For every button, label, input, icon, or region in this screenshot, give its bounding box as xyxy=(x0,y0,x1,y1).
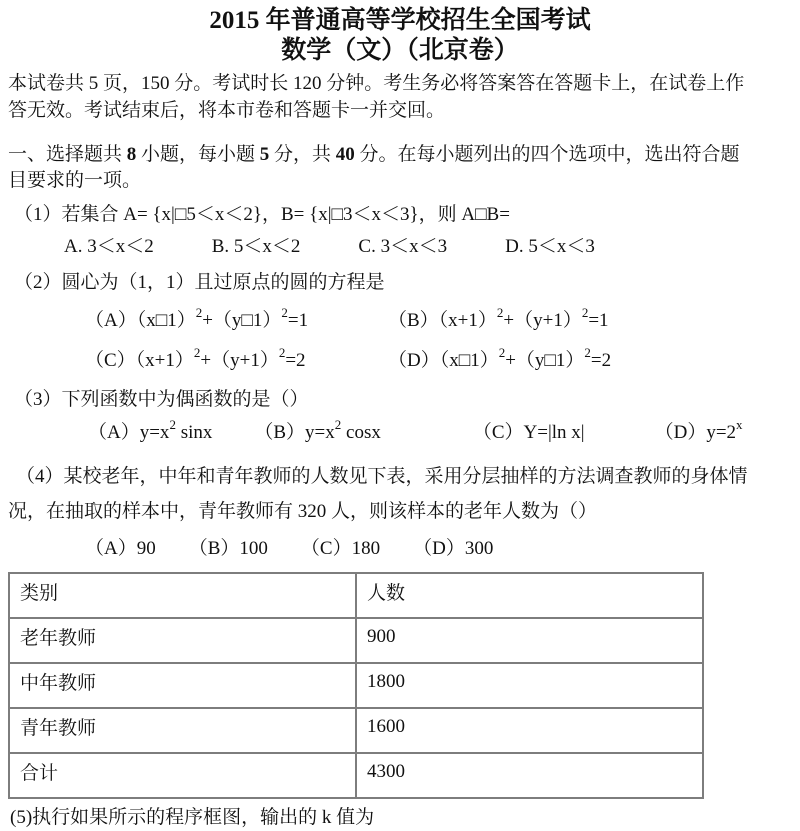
heading-line-2: 目要求的一项。 xyxy=(8,170,142,191)
q3-option-d: $(D)y=2^x$ xyxy=(654,416,743,443)
table-cell-category: 合计 xyxy=(9,753,356,798)
question-3-stem: （3）下列函数中为偶函数的是（） xyxy=(14,389,309,410)
q2-option-b: $(B)(x+1)^2+(y+1)^2=1$ xyxy=(388,304,609,331)
superscript: 2 xyxy=(169,416,176,432)
superscript: x xyxy=(736,416,743,432)
question-4-options xyxy=(0,535,800,562)
q1-option-c: C. 3＜x＜3 xyxy=(358,236,448,257)
table-cell-category: 中年教师 xyxy=(9,663,356,708)
superscript: 2 xyxy=(195,304,203,320)
q4-option-b: （B）100 xyxy=(188,538,268,559)
q3-option-b: $(B)y=x^2$ cosx xyxy=(254,416,381,443)
q1-option-d: D. 5＜x＜3 xyxy=(505,236,595,257)
heading-part-bold: 40 xyxy=(335,144,355,165)
table-row xyxy=(9,753,703,798)
superscript: 2 xyxy=(193,344,201,360)
question-4-stem xyxy=(0,459,800,529)
page-subtitle: 数学（文）（北京卷） xyxy=(281,37,519,64)
q2-option-c: $(C)(x+1)^2+(y+1)^2=2$ xyxy=(85,344,306,371)
question-5-stem: (5)执行如果所示的程序框图，输出的 k 值为 xyxy=(10,807,375,828)
q1-option-a: A. 3＜x＜2 xyxy=(64,236,154,257)
exam-instructions xyxy=(8,70,792,124)
page-title: 2015 年普通高等学校招生全国考试 xyxy=(209,7,591,34)
table-row xyxy=(9,663,703,708)
table-header-row xyxy=(9,573,703,618)
table-cell-count: 1800 xyxy=(356,663,703,708)
question-1-stem: （1）若集合 A= {x|□5＜x＜2}，B= {x|□3＜x＜3}，则 A□B= xyxy=(14,204,510,225)
heading-part: 分。在每小题列出的四个选项中，选出符合题 xyxy=(354,144,740,165)
q3-option-a: $(A)y=x^2$ sinx xyxy=(88,416,213,443)
section-1-heading xyxy=(8,142,792,194)
heading-part: 小题，每小题 xyxy=(136,144,260,165)
question-1-options xyxy=(0,233,800,260)
table-row xyxy=(9,618,703,663)
instructions-line-2: 答无效。考试结束后，将本市卷和答题卡一并交回。 xyxy=(8,100,446,121)
instructions-line-1: 本试卷共 5 页，150 分。考试时长 120 分钟。考生务必将答案答在答题卡上，在试卷上作 xyxy=(8,73,745,94)
question-3-options xyxy=(0,416,800,446)
heading-part: 一、选择题共 xyxy=(8,144,127,165)
superscript: 2 xyxy=(496,304,504,320)
heading-part-bold: 8 xyxy=(126,144,137,165)
superscript: 2 xyxy=(281,304,288,320)
table-header-category: 类别 xyxy=(9,573,356,618)
table-cell-count: 900 xyxy=(356,618,703,663)
superscript: 2 xyxy=(581,304,589,320)
table-header-count: 人数 xyxy=(356,573,703,618)
table-cell-count: 4300 xyxy=(356,753,703,798)
table-row xyxy=(9,708,703,753)
teacher-count-table xyxy=(8,572,704,799)
superscript: 2 xyxy=(278,344,286,360)
q4-stem-line-2: 况，在抽取的样本中，青年教师有 320 人，则该样本的老年人数为（） xyxy=(8,501,598,522)
q1-option-b: B. 5＜x＜2 xyxy=(211,236,301,257)
table-cell-count: 1600 xyxy=(356,708,703,753)
superscript: 2 xyxy=(498,344,506,360)
q4-option-d: （D）300 xyxy=(413,538,494,559)
q4-option-a: （A）90 xyxy=(85,538,156,559)
superscript: 2 xyxy=(584,344,591,360)
q2-option-a: （A）（x□1）$^2$+（y□1）$^2$=1 xyxy=(85,304,309,331)
exam-page xyxy=(0,6,800,828)
heading-part-bold: 5 xyxy=(259,144,270,165)
heading-part: 分，共 xyxy=(269,144,336,165)
table-cell-category: 老年教师 xyxy=(9,618,356,663)
question-2-stem: （2）圆心为（1，1）且过原点的圆的方程是 xyxy=(14,272,385,293)
table-cell-category: 青年教师 xyxy=(9,708,356,753)
q2-option-d: （D）（x□1）$^2$+（y□1）$^2$=2 xyxy=(388,344,612,371)
q3-option-c: （C）Y=|ln x| xyxy=(472,422,585,443)
q4-stem-line-1: （4）某校老年，中年和青年教师的人数见下表，采用分层抽样的方法调查教师的身体情 xyxy=(16,466,748,487)
question-2-options xyxy=(85,304,800,375)
superscript: 2 xyxy=(334,416,342,432)
q4-option-c: （C）180 xyxy=(300,538,381,559)
